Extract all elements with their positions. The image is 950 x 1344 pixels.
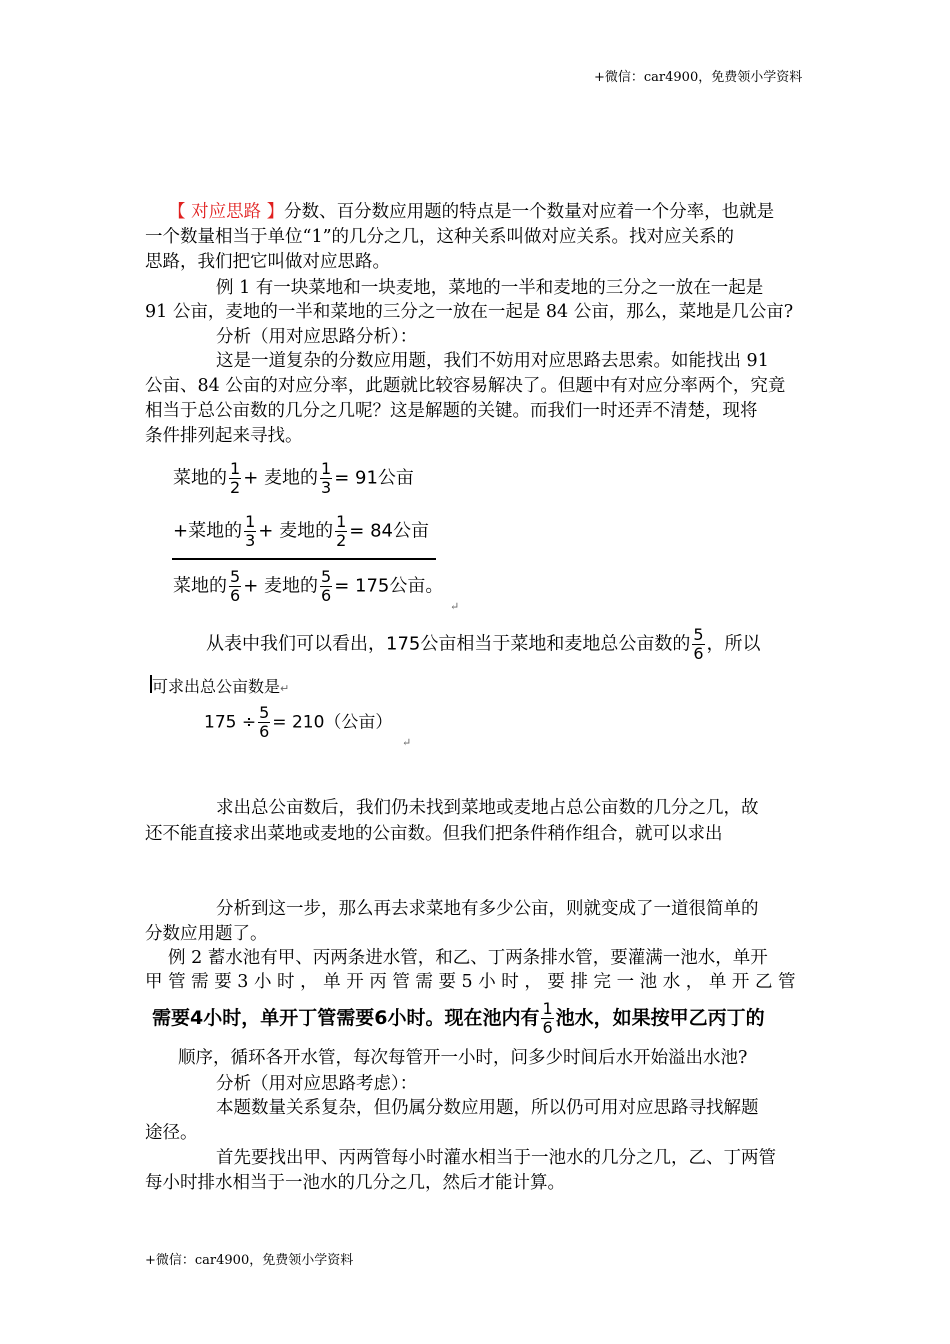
example2-line-4: 顺序，循环各开水管，每次每管开一小时，问多少时间后水开始溢出水池? [178, 1048, 748, 1068]
fraction: $\frac{5}{6}$ [259, 703, 270, 741]
fraction: $\frac{5}{6}$ [693, 625, 704, 663]
after-calc-paragraph-2: 还不能直接求出菜地或麦地的公亩数。但我们把条件稍作组合，就可以求出 [145, 824, 723, 844]
intro-title: 【 对应思路 】 [168, 202, 285, 222]
calculation: 175 ÷ $\frac{5}{6}$ = 210（公亩） [204, 703, 393, 741]
return-mark: ↵ [450, 600, 460, 613]
fraction: $\frac{1}{2}$ [336, 512, 347, 550]
example1-analysis-title: 分析（用对应思路分析）： [216, 327, 418, 347]
return-mark: ↵ [402, 736, 412, 749]
example2-analysis-title: 分析（用对应思路考虑）： [216, 1074, 418, 1094]
example1-line-2: 91 公亩，麦地的一半和菜地的三分之一放在一起是 84 公亩，那么，菜地是几公亩? [145, 302, 794, 322]
after-calc-paragraph-4: 分数应用题了。 [145, 924, 268, 944]
example1-paragraph-3: 相当于总公亩数的几分之几呢？这是解题的关键。而我们一时还弄不清楚，现将 [145, 401, 758, 421]
page-header: +微信：car4900，免费领小学资料 [594, 70, 803, 85]
fraction: $\frac{1}{3}$ [245, 512, 256, 550]
table-row-2: +菜地的 $\frac{1}{3}$ + 麦地的 $\frac{1}{2}$ = 84公亩 [173, 512, 429, 550]
from-table-line-1: 从表中我们可以看出，175公亩相当于菜地和麦地总公亩数的 $\frac{5}{6}$ ，所以 [206, 625, 761, 663]
example2-line-1: 例 2 蓄水池有甲、丙两条进水管，和乙、丁两条排水管，要灌满一池水，单开 [168, 948, 768, 968]
intro-line-1: 【 对应思路 】分数、百分数应用题的特点是一个数量对应着一个分率，也就是 [168, 202, 775, 222]
example2-paragraph-1: 本题数量关系复杂，但仍属分数应用题，所以仍可用对应思路寻找解题 [216, 1098, 759, 1118]
fraction: $\frac{1}{2}$ [230, 459, 241, 497]
example2-paragraph-3: 首先要找出甲、丙两管每小时灌水相当于一池水的几分之几，乙、丁两管 [216, 1148, 776, 1168]
sum-rule [172, 558, 436, 560]
example2-line-2: 甲 管 需 要 3 小 时 ， 单 开 丙 管 需 要 5 小 时 ， 要 排 完 一 池 水 ， 单 开 乙 管 [145, 972, 796, 992]
example2-line-3: 需要4小时，单开丁管需要6小时。现在池内有 $\frac{1}{6}$ 池水，如果按甲乙丙丁的 [152, 999, 765, 1037]
page-footer: +微信：car4900，免费领小学资料 [145, 1253, 354, 1268]
intro-line-2: 一个数量相当于单位“1”的几分之几，这种关系叫做对应关系。找对应关系的 [145, 227, 735, 247]
fraction: $\frac{5}{6}$ [230, 567, 241, 605]
table-row-3: 菜地的 $\frac{5}{6}$ + 麦地的 $\frac{5}{6}$ = 175公亩。 [173, 567, 444, 605]
from-table-line-2: 可求出总公亩数是↵ [152, 677, 290, 696]
fraction: $\frac{1}{3}$ [321, 459, 332, 497]
after-calc-paragraph-3: 分析到这一步，那么再去求菜地有多少公亩，则就变成了一道很简单的 [216, 899, 759, 919]
example2-paragraph-4: 每小时排水相当于一池水的几分之几，然后才能计算。 [145, 1173, 565, 1193]
fraction: $\frac{1}{6}$ [542, 999, 553, 1037]
table-row-1: 菜地的 $\frac{1}{2}$ + 麦地的 $\frac{1}{3}$ = 91公亩 [173, 459, 414, 497]
intro-line-3: 思路，我们把它叫做对应思路。 [145, 252, 390, 272]
example1-line-1: 例 1 有一块菜地和一块麦地，菜地的一半和麦地的三分之一放在一起是 [216, 278, 764, 298]
example2-paragraph-2: 途径。 [145, 1123, 198, 1143]
fraction: $\frac{5}{6}$ [321, 567, 332, 605]
example1-paragraph-2: 公亩、84 公亩的对应分率，此题就比较容易解决了。但题中有对应分率两个，究竟 [145, 376, 786, 396]
example1-paragraph-4: 条件排列起来寻找。 [145, 426, 303, 446]
example1-paragraph-1: 这是一道复杂的分数应用题，我们不妨用对应思路去思索。如能找出 91 [216, 351, 769, 371]
after-calc-paragraph-1: 求出总公亩数后，我们仍未找到菜地或麦地占总公亩数的几分之几，故 [216, 798, 759, 818]
